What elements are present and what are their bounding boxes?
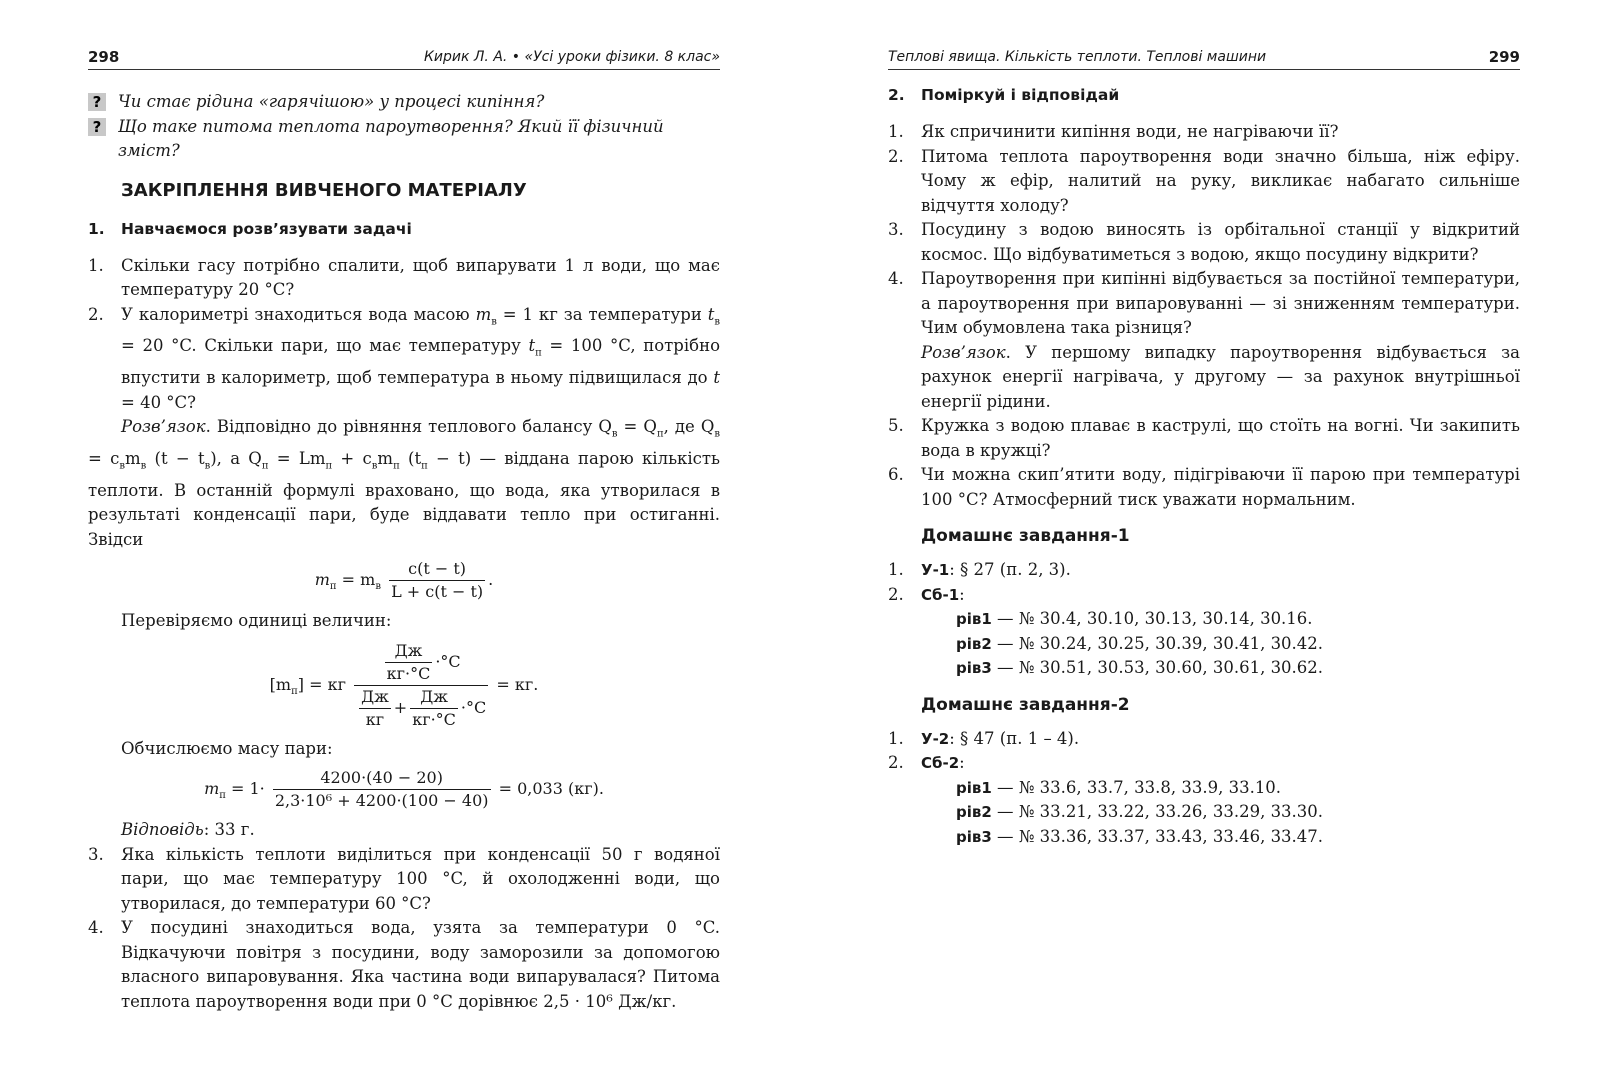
formula-steam-mass: $m_п = m_в$ $\frac{c(t - t)}{L + c(t - t)}$ . xyxy=(314,559,494,602)
item-number: 4. xyxy=(888,269,904,288)
solution-label: Розв’язок xyxy=(921,342,1006,362)
fraction xyxy=(354,640,488,731)
review-question-2-text: Що таке питома теплота пароутворення? Який її фізичний зміст? xyxy=(118,116,664,160)
item-number: 3. xyxy=(888,220,904,239)
fraction-denominator: кг·°С xyxy=(386,663,431,683)
math-var: t xyxy=(713,368,720,388)
math-sub: в xyxy=(611,428,618,440)
item-text: Питома теплота пароутворення води значно більша, ніж ефіру. Чому ж ефір, налитий на руку, викликає набагато сильніше відчуття холоду? xyxy=(921,146,1520,215)
level-text: — № 30.24, 30.25, 30.39, 30.41, 30.42. xyxy=(991,633,1324,653)
fraction-numerator xyxy=(354,640,488,685)
homework-level xyxy=(888,632,1520,657)
solution-label: Розв’язок xyxy=(121,417,206,437)
item-text: Пароутворення при кипінні відбувається за постійної температури, а пароутворення при випаровуванні — зі зниженням температури. Чим обумовлена така різниця? xyxy=(921,269,1520,337)
math-sub: в xyxy=(204,460,211,472)
math-sub: п xyxy=(219,790,226,802)
math-var: m xyxy=(314,570,330,590)
math-var: t xyxy=(707,304,715,324)
section-heading: ЗАКРІПЛЕННЯ ВИВЧЕНОГО МАТЕРІАЛУ xyxy=(121,179,527,201)
math-sub: п xyxy=(325,460,333,472)
math-text: = 0,033 (кг). xyxy=(493,779,604,799)
fraction xyxy=(359,686,391,731)
sub-heading-problems xyxy=(88,218,720,240)
right-page xyxy=(888,0,1520,1087)
task-text: Скільки гасу потрібно спалити, щоб випарувати 1 л води, що має температуру 20 °C? xyxy=(121,255,720,299)
solution-text: ), а Q xyxy=(210,448,262,468)
compute-label: Обчислюємо масу пари: xyxy=(121,738,333,758)
level-label: рів2 xyxy=(956,803,992,821)
task-1 xyxy=(88,254,720,303)
item-text: Як спричинити кипіння води, не нагріваючи її? xyxy=(921,122,1339,141)
solution-text: , де Q xyxy=(663,417,715,437)
fraction-numerator: 4200·(40 − 20) xyxy=(320,768,443,788)
question-item xyxy=(888,267,1520,341)
homework-label: У-2 xyxy=(921,729,950,748)
item-text: Чи можна скип’ятити воду, підігріваючи її парою при температурі 100 °C? Атмосферний тиск уважати нормальним. xyxy=(921,465,1520,509)
fraction xyxy=(385,640,433,685)
level-label: рів1 xyxy=(956,778,992,797)
question-item xyxy=(888,463,1520,512)
solution-text: = Q xyxy=(617,417,657,437)
solution-text: + c xyxy=(332,448,372,468)
homework-1-row-2 xyxy=(888,583,1520,608)
left-page xyxy=(88,0,720,1087)
sub-heading-number: 2. xyxy=(888,86,905,104)
solution-text: (t xyxy=(399,448,422,468)
homework-2-row-1 xyxy=(888,727,1520,752)
sub-heading-text: Поміркуй і відповідай xyxy=(921,86,1120,104)
fraction-numerator: Дж xyxy=(420,686,448,706)
homework-level xyxy=(888,607,1520,632)
right-running-title: Теплові явища. Кількість теплоти. Теплові машини xyxy=(888,49,1267,65)
math-sub: в xyxy=(140,460,147,472)
question-item xyxy=(888,120,1520,145)
task-number: 3. xyxy=(88,844,104,864)
fraction-numerator: Дж xyxy=(394,640,423,660)
task-text: = 100 °C, потрібно впустити в калориметр, щоб температура в ньому підвищилася до xyxy=(121,336,720,388)
solution-paragraph xyxy=(88,415,720,552)
math-sub: в xyxy=(375,581,381,593)
item-text: Посудину з водою виносять із орбітальної станції у відкритий космос. Що відбуватиметься з водою, якщо посудину відкрити? xyxy=(921,220,1520,264)
math-text: + xyxy=(393,697,408,717)
math-sub: п xyxy=(421,460,428,472)
math-sub: в xyxy=(371,460,378,472)
fraction-denominator: кг·°С xyxy=(412,709,456,729)
homework-1-heading: Домашнє завдання-1 xyxy=(921,526,1130,546)
task-text: = 40 °C? xyxy=(121,392,197,412)
right-running-head xyxy=(888,47,1520,70)
math-var: m xyxy=(475,304,492,324)
formula-units xyxy=(88,640,720,731)
homework-2-heading: Домашнє завдання-2 xyxy=(921,694,1130,715)
math-sub: п xyxy=(535,347,542,359)
review-question-1 xyxy=(88,90,720,115)
question-item xyxy=(888,414,1520,463)
question-mark-icon: ? xyxy=(88,93,106,111)
math-sub: п xyxy=(291,685,298,697)
level-text: — № 33.6, 33.7, 33.8, 33.9, 33.10. xyxy=(991,777,1282,797)
fraction xyxy=(273,767,491,812)
task-text: = 20 °C. Скільки пари, що має температуру xyxy=(121,336,529,356)
question-mark-icon: ? xyxy=(88,118,106,136)
math-text: = m xyxy=(336,570,376,590)
fraction-denominator xyxy=(354,685,488,731)
left-running-title: Кирик Л. А. • «Усі уроки фізики. 8 клас» xyxy=(423,49,720,65)
item-number: 2. xyxy=(888,753,904,772)
math-sub: п xyxy=(656,428,664,440)
math-sub: п xyxy=(329,581,337,593)
units-check-label: Перевіряємо одиниці величин: xyxy=(121,611,392,631)
homework-label: Сб-2 xyxy=(921,754,960,772)
right-content xyxy=(888,84,1520,849)
answer-text: : 33 г. xyxy=(203,820,255,840)
fraction-denominator: кг xyxy=(359,708,391,731)
homework-2-row-2 xyxy=(888,751,1520,776)
solution-text: − t) — віддана парою кількість теплоти. В останній формулі враховано, що вода, яка утворилася в результаті конденсації пари, буде віддавати тепло при остиганні. Звідси xyxy=(88,448,720,549)
review-question-2 xyxy=(88,115,720,164)
math-sub: п xyxy=(261,460,269,472)
math-text: = кг. xyxy=(496,674,539,694)
fraction-denominator: L + c(t − t) xyxy=(391,582,484,602)
level-label: рів3 xyxy=(956,659,992,677)
right-page-number: 299 xyxy=(1488,48,1520,66)
math-text: [m xyxy=(269,674,292,694)
review-question-1-text: Чи стає рідина «гарячішою» у процесі кипіння? xyxy=(118,92,545,111)
solution-text: . У першому випадку пароутворення відбувається за рахунок енергії нагрівача, у другому — за рахунок внутрішньої енергії рідини. xyxy=(921,342,1520,411)
item-number: 2. xyxy=(888,584,904,604)
item-number: 5. xyxy=(888,416,904,435)
sub-heading-think xyxy=(888,84,1520,106)
math-text: = 1· xyxy=(225,779,265,799)
task-number: 1. xyxy=(88,255,104,275)
sub-heading-number: 1. xyxy=(88,219,105,238)
homework-text: : § 27 (п. 2, 3). xyxy=(949,560,1071,579)
task-3 xyxy=(88,843,720,917)
solution-text: m xyxy=(124,448,141,468)
level-text: — № 30.4, 30.10, 30.13, 30.14, 30.16. xyxy=(991,609,1313,628)
solution-text: . Відповідно до рівняння теплового балансу Q xyxy=(205,417,612,437)
solution-text: = Lm xyxy=(268,448,326,468)
item-number: 2. xyxy=(888,146,904,166)
level-label: рів1 xyxy=(956,610,992,628)
answer-line xyxy=(88,818,720,843)
task-4 xyxy=(88,916,720,1014)
solution-text: m xyxy=(377,448,394,468)
left-content xyxy=(88,90,720,1014)
task-number: 2. xyxy=(88,304,104,324)
task-text: У калориметрі знаходиться вода масою xyxy=(121,304,476,324)
task-number: 4. xyxy=(88,918,104,938)
math-sub: в xyxy=(714,315,720,327)
fraction xyxy=(410,686,458,731)
fraction-numerator: Дж xyxy=(361,686,389,706)
level-label: рів2 xyxy=(956,634,992,653)
task-text: Яка кількість теплоти виділиться при конденсації 50 г водяної пари, що має температуру 100 °C, й охолодженні води, що утворилася, до температури 60 °C? xyxy=(121,844,720,913)
task-2 xyxy=(88,303,720,416)
math-var: t xyxy=(528,336,536,356)
fraction-numerator: c(t − t) xyxy=(408,559,467,579)
formula-numeric xyxy=(88,767,720,812)
homework-level xyxy=(888,776,1520,801)
sub-heading-text: Навчаємося розв’язувати задачі xyxy=(121,219,412,238)
left-page-number: 298 xyxy=(88,48,120,66)
homework-text: : xyxy=(959,584,965,604)
item-number: 1. xyxy=(888,560,904,579)
level-text: — № 33.21, 33.22, 33.26, 33.29, 33.30. xyxy=(991,802,1324,821)
fraction-denominator: 2,3·10⁶ + 4200·(100 − 40) xyxy=(274,791,489,811)
item-text: Кружка з водою плаває в каструлі, що стоїть на вогні. Чи закипить вода в кружці? xyxy=(921,416,1520,460)
task-text: = 1 кг за температури xyxy=(496,304,708,324)
question-item xyxy=(888,145,1520,219)
item-number: 1. xyxy=(888,728,904,748)
math-sub: в xyxy=(714,428,721,440)
fraction xyxy=(389,558,485,603)
homework-label: У-1 xyxy=(921,561,950,579)
math-text: ·°С xyxy=(435,651,461,671)
homework-level xyxy=(888,800,1520,825)
item-number: 6. xyxy=(888,465,904,484)
math-sub: в xyxy=(119,460,125,472)
homework-1-row-1 xyxy=(888,558,1520,583)
math-var: m xyxy=(204,779,220,799)
math-text: ] = кг xyxy=(297,674,346,694)
math-sub: п xyxy=(393,460,400,472)
math-text: ·°С xyxy=(460,697,487,717)
level-text: — № 30.51, 30.53, 30.60, 30.61, 30.62. xyxy=(991,658,1324,677)
homework-level xyxy=(888,825,1520,850)
left-running-head xyxy=(88,47,720,70)
homework-level xyxy=(888,656,1520,681)
homework-text: : § 47 (п. 1 – 4). xyxy=(949,728,1080,748)
task-text: У посудині знаходиться вода, узята за температури 0 °C. Відкачуючи повітря з посудини, воду заморозили за допомогою власного випаровування. Яка частина води випарувалася? Питома теплота пароутворення води при 0 °C дорівнює 2,5 · 10⁶ Дж/кг. xyxy=(121,918,720,1011)
question-item-4-solution xyxy=(888,341,1520,415)
solution-text: = c xyxy=(88,448,120,468)
answer-label: Відповідь xyxy=(121,820,204,840)
level-label: рів3 xyxy=(956,827,992,846)
homework-text: : xyxy=(959,753,965,772)
level-text: — № 33.36, 33.37, 33.43, 33.46, 33.47. xyxy=(991,826,1324,846)
homework-label: Сб-1 xyxy=(921,585,960,604)
question-item xyxy=(888,218,1520,267)
math-sub: в xyxy=(491,315,497,327)
solution-text: (t − t xyxy=(146,448,205,468)
item-number: 1. xyxy=(888,122,904,141)
